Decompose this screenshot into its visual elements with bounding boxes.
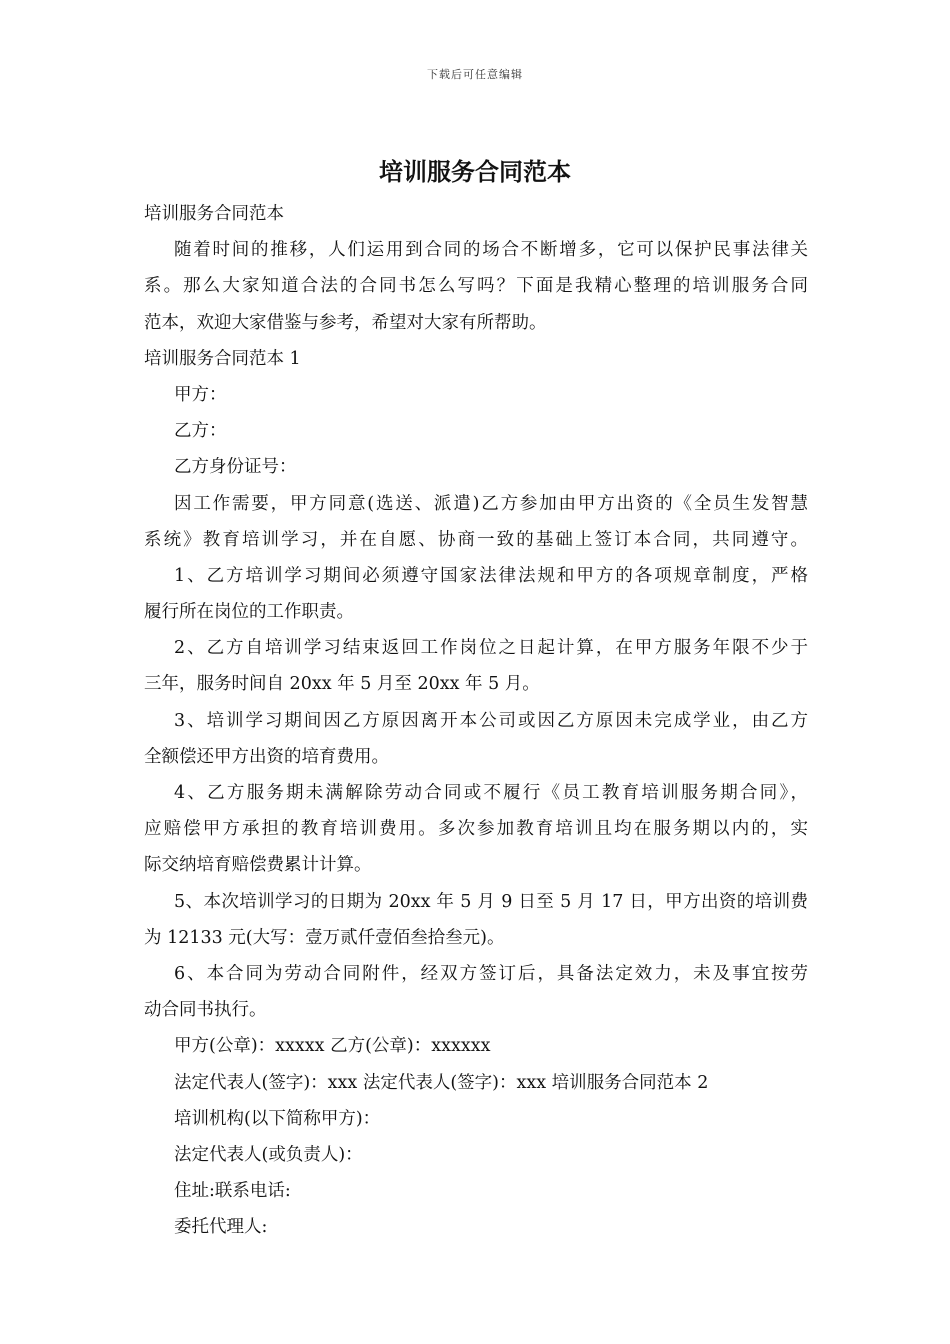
paragraph-line: 6、本合同为劳动合同附件，经双方签订后，具备法定效力，未及事宜按劳 (174, 963, 808, 984)
paragraph-line: 委托代理人: (174, 1217, 268, 1238)
paragraph-line: 2、乙方自培训学习结束返回工作岗位之日起计算，在甲方服务年限不少于 (174, 638, 808, 659)
paragraph-line: 法定代表人(签字)：xxx 法定代表人(签字)：xxx 培训服务合同范本 2 (174, 1072, 709, 1093)
paragraph-line: 因工作需要，甲方同意(选送、派遣)乙方参加由甲方出资的《全员生发智慧 (174, 493, 808, 514)
paragraph-line: 随着时间的推移，人们运用到合同的场合不断增多，它可以保护民事法律关 (174, 240, 808, 261)
paragraph-line: 甲方(公章)：xxxxx 乙方(公章)：xxxxxx (174, 1036, 491, 1057)
paragraph-line: 为 12133 元(大写：壹万贰仟壹佰叁拾叁元)。 (144, 927, 505, 948)
paragraph-line: 履行所在岗位的工作职责。 (144, 602, 354, 623)
paragraph-line: 全额偿还甲方出资的培育费用。 (144, 746, 389, 767)
paragraph-line: 三年，服务时间自 20xx 年 5 月至 20xx 年 5 月。 (144, 674, 540, 695)
paragraph-line: 法定代表人(或负责人)： (174, 1144, 363, 1165)
document-body (144, 196, 808, 1245)
paragraph-line: 范本，欢迎大家借鉴与参考，希望对大家有所帮助。 (144, 312, 547, 333)
paragraph-line: 系。那么大家知道合法的合同书怎么写吗？下面是我精心整理的培训服务合同 (144, 276, 808, 297)
paragraph-line: 培训服务合同范本 1 (144, 348, 301, 369)
paragraph-line: 际交纳培育赔偿费累计计算。 (144, 855, 372, 876)
document-title: 培训服务合同范本 (379, 158, 571, 186)
paragraph-line: 培训服务合同范本 (144, 204, 284, 224)
paragraph-line: 动合同书执行。 (144, 1000, 267, 1021)
paragraph-line: 住址:联系电话: (174, 1181, 291, 1202)
paragraph-line: 5、本次培训学习的日期为 20xx 年 5 月 9 日至 5 月 17 日，甲方出资的培训费 (174, 891, 808, 912)
paragraph-line: 系统》教育培训学习，并在自愿、协商一致的基础上签订本合同，共同遵守。 (144, 529, 808, 550)
paragraph-line: 培训机构(以下简称甲方)： (174, 1108, 381, 1129)
paragraph-line: 乙方身份证号： (174, 457, 297, 478)
paragraph-line: 4、乙方服务期未满解除劳动合同或不履行《员工教育培训服务期合同》， (174, 783, 808, 803)
paragraph-line: 3、培训学习期间因乙方原因离开本公司或因乙方原因未完成学业，由乙方 (174, 710, 808, 731)
paragraph-line: 乙方： (174, 421, 227, 442)
paragraph-line: 甲方： (174, 384, 227, 405)
header-note: 下载后可任意编辑 (427, 68, 523, 81)
paragraph-line: 应赔偿甲方承担的教育培训费用。多次参加教育培训且均在服务期以内的，实 (144, 819, 808, 840)
paragraph-line: 1、乙方培训学习期间必须遵守国家法律法规和甲方的各项规章制度，严格 (174, 565, 808, 586)
